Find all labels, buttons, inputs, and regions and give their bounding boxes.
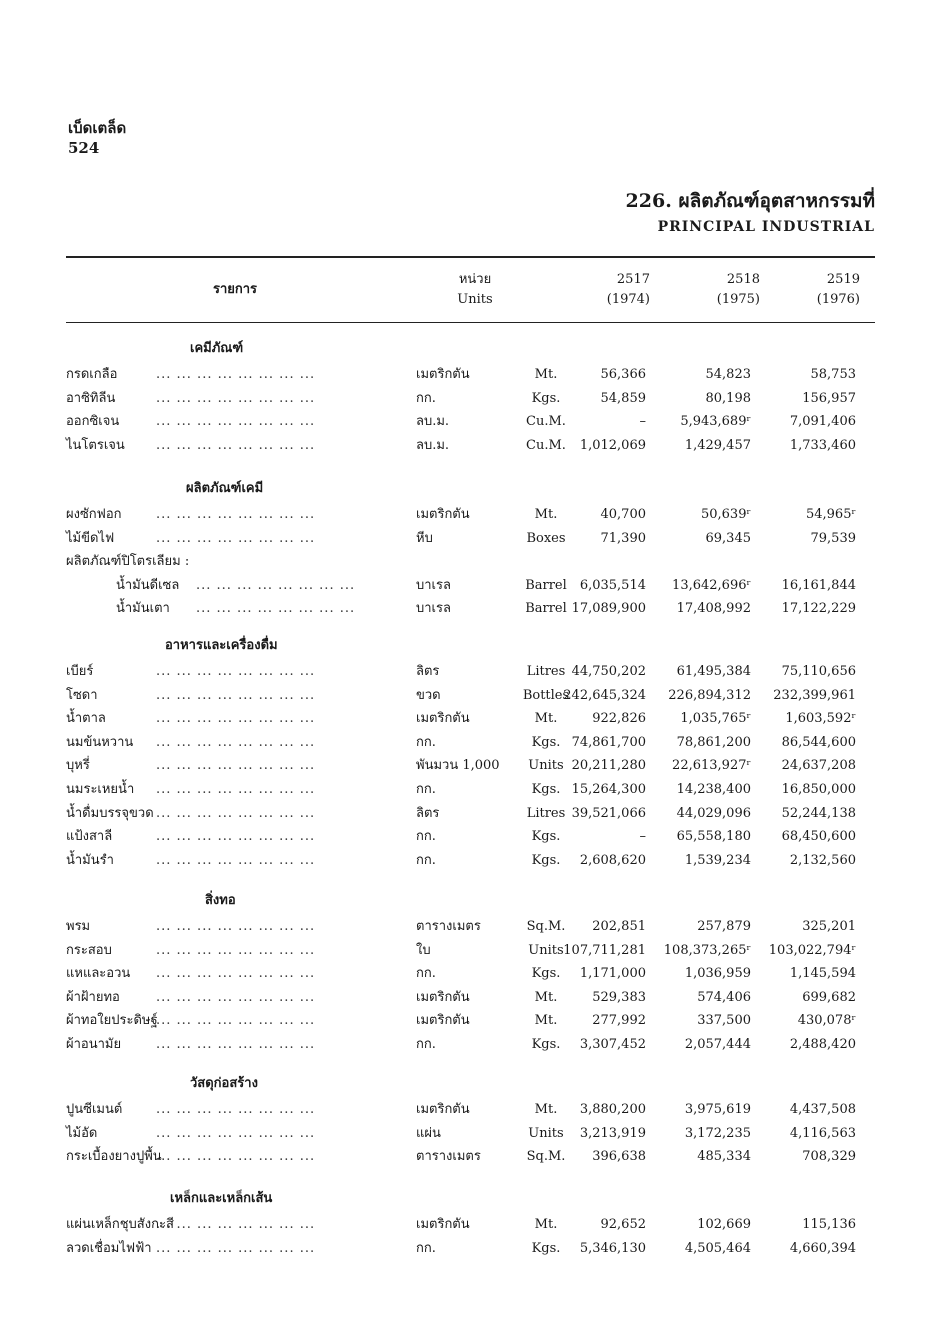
row-leader-dots: ... ... ... ... ... ... ... ... xyxy=(156,1102,316,1117)
table-top-rule xyxy=(66,256,875,258)
table-row xyxy=(66,528,875,550)
row-leader-dots: ... ... ... ... ... ... ... ... xyxy=(156,1240,316,1256)
table-title-thai xyxy=(626,188,875,214)
row-value-2: 50,639ʳ xyxy=(700,507,751,522)
section-title: ผลิตภัณฑ์เคมี xyxy=(186,481,264,496)
row-value-1: 3,307,452 xyxy=(579,1037,646,1052)
row-value-2: 3,975,619 xyxy=(684,1102,751,1117)
table-row xyxy=(66,504,875,526)
row-unit-thai: กก. xyxy=(416,734,436,750)
row-leader-dots: ... ... ... ... ... ... ... ... xyxy=(156,919,316,934)
column-header-unit xyxy=(420,270,530,310)
row-leader-dots: ... ... ... ... ... ... ... ... xyxy=(156,829,316,845)
row-leader-dots: ... ... ... ... ... ... ... ... xyxy=(156,966,316,982)
section-title: อาหารและเครื่องดื่ม xyxy=(165,638,278,653)
row-value-2: 226,894,312 xyxy=(668,687,751,703)
table-row xyxy=(66,661,875,683)
row-unit-english: Bottles xyxy=(522,687,570,703)
row-value-3: 16,850,000 xyxy=(781,782,856,797)
row-value-1: 277,992 xyxy=(592,1013,646,1029)
row-value-3: 24,637,208 xyxy=(781,758,856,774)
row-leader-dots: ... ... ... ... ... ... ... ... xyxy=(156,734,316,750)
row-item-name: ผ้าทอใยประดิษฐ์ xyxy=(66,1013,158,1029)
table-row xyxy=(66,708,875,730)
row-value-2: 17,408,992 xyxy=(676,601,751,617)
row-unit-english: Kgs. xyxy=(531,734,561,750)
row-value-3: 1,145,594 xyxy=(789,966,856,982)
row-value-3: 2,132,560 xyxy=(789,852,856,868)
table-row xyxy=(66,987,875,1009)
row-value-1: 71,390 xyxy=(600,530,646,546)
section-title: สิ่งทอ xyxy=(205,893,236,908)
row-value-2: 108,373,265ʳ xyxy=(663,942,751,958)
row-value-2: 102,669 xyxy=(697,1217,751,1232)
row-value-3: 430,078ʳ xyxy=(797,1013,856,1029)
row-value-2: 257,879 xyxy=(697,919,751,934)
row-value-3: 1,603,592ʳ xyxy=(785,711,856,727)
row-value-2: 485,334 xyxy=(697,1149,751,1165)
row-leader-dots: ... ... ... ... ... ... ... ... xyxy=(156,1037,316,1052)
row-value-2: 80,198 xyxy=(705,390,751,406)
table-row xyxy=(66,779,875,801)
row-unit-english: Mt. xyxy=(534,507,558,522)
row-unit-thai: ใบ xyxy=(416,942,431,958)
row-unit-thai: หีบ xyxy=(416,530,433,546)
table-row xyxy=(66,826,875,848)
row-value-1: 20,211,280 xyxy=(571,758,646,774)
row-value-3: 325,201 xyxy=(802,919,856,934)
row-unit-english: Kgs. xyxy=(531,829,561,845)
table-row xyxy=(66,755,875,777)
row-value-1: 56,366 xyxy=(600,367,646,382)
row-unit-english: Kgs. xyxy=(531,390,561,406)
row-value-1: 54,859 xyxy=(600,390,646,406)
row-item-name: บุหรี่ xyxy=(66,758,90,774)
row-item-name: แผ่นเหล็กชุบสังกะสี xyxy=(66,1217,174,1232)
column-header-year-2 xyxy=(670,270,760,310)
section-title: เคมีภัณฑ์ xyxy=(190,341,244,356)
row-leader-dots: ... ... ... ... ... ... ... ... xyxy=(156,390,316,406)
table-title-thai-text: ผลิตภัณฑ์อุตสาหกรรมที่ xyxy=(678,190,875,212)
row-unit-thai: กก. xyxy=(416,1037,436,1052)
table-row xyxy=(66,411,875,433)
table-row xyxy=(66,940,875,962)
row-unit-thai: ตารางเมตร xyxy=(416,1149,481,1165)
row-value-2: 2,057,444 xyxy=(684,1037,751,1052)
row-unit-thai: กก. xyxy=(416,829,436,845)
row-value-2: 44,029,096 xyxy=(676,805,751,821)
row-unit-english: Kgs. xyxy=(531,782,561,797)
row-value-1: – xyxy=(639,829,646,845)
row-leader-dots: ... ... ... ... ... ... ... ... xyxy=(156,414,316,430)
row-leader-dots: ... ... ... ... ... ... ... ... xyxy=(156,437,316,453)
row-unit-english: Mt. xyxy=(534,989,558,1005)
row-value-1: 922,826 xyxy=(592,711,646,727)
row-value-1: 2,608,620 xyxy=(579,852,646,868)
row-value-2: 1,036,959 xyxy=(684,966,751,982)
row-value-2: 14,238,400 xyxy=(676,782,751,797)
row-value-3: 86,544,600 xyxy=(781,734,856,750)
row-value-1: 3,880,200 xyxy=(579,1102,646,1117)
row-value-2: 3,172,235 xyxy=(684,1125,751,1141)
row-value-1: 242,645,324 xyxy=(563,687,646,703)
row-item-name: กระสอบ xyxy=(66,942,112,958)
row-leader-dots: ... ... ... ... ... ... ... ... xyxy=(156,1149,316,1165)
table-row xyxy=(66,803,875,825)
row-unit-english: Kgs. xyxy=(531,966,561,982)
row-unit-english: Units xyxy=(528,758,564,774)
row-value-2: 337,500 xyxy=(697,1013,751,1029)
row-unit-english: Litres xyxy=(526,664,566,679)
page-number: 524 xyxy=(68,139,100,157)
row-unit-english: Kgs. xyxy=(531,1037,561,1052)
row-value-2: 1,035,765ʳ xyxy=(680,711,751,727)
row-unit-english: Cu.M. xyxy=(526,414,566,430)
row-unit-thai: ลบ.ม. xyxy=(416,414,450,430)
row-leader-dots: ... ... ... ... ... ... ... ... xyxy=(156,1013,316,1029)
row-value-1: 3,213,919 xyxy=(579,1125,646,1141)
row-value-2: 54,823 xyxy=(705,367,751,382)
year-2-english: (1975) xyxy=(716,292,760,307)
row-item-name: นมข้นหวาน xyxy=(66,734,134,750)
row-value-1: 396,638 xyxy=(592,1149,646,1165)
row-value-1: 40,700 xyxy=(600,507,646,522)
row-value-1: 74,861,700 xyxy=(571,734,646,750)
table-row xyxy=(66,963,875,985)
row-value-3: 708,329 xyxy=(802,1149,856,1165)
table-number: 226. xyxy=(625,190,672,212)
row-value-3: 2,488,420 xyxy=(789,1037,856,1052)
table-row xyxy=(66,850,875,872)
row-item-name: น้ำตาล xyxy=(66,711,106,727)
section-title: วัสดุก่อสร้าง xyxy=(190,1076,258,1091)
row-unit-thai: เมตริกตัน xyxy=(416,1102,470,1117)
row-unit-thai: ลบ.ม. xyxy=(416,437,450,453)
row-item-name: ผลิตภัณฑ์ปิโตรเลียม : xyxy=(66,554,190,570)
table-row xyxy=(66,435,875,457)
row-value-1: 529,383 xyxy=(592,989,646,1005)
table-row xyxy=(66,1146,875,1168)
row-unit-english: Units xyxy=(528,1125,564,1141)
row-item-name: ผงซักฟอก xyxy=(66,507,122,522)
row-leader-dots: ... ... ... ... ... ... ... ... xyxy=(196,601,356,617)
year-3-english: (1976) xyxy=(816,292,860,307)
row-leader-dots: ... ... ... ... ... ... ... ... xyxy=(156,530,316,546)
row-unit-english: Barrel xyxy=(525,577,567,593)
row-value-1: 6,035,514 xyxy=(579,577,646,593)
row-value-3: 7,091,406 xyxy=(789,414,856,430)
row-value-3: 4,116,563 xyxy=(789,1125,856,1141)
row-unit-thai: พันมวน 1,000 xyxy=(416,758,500,774)
row-unit-thai: เมตริกตัน xyxy=(416,507,470,522)
row-unit-english: Mt. xyxy=(534,1217,558,1232)
row-value-2: 4,505,464 xyxy=(684,1240,751,1256)
row-item-name: ผ้าฝ้ายทอ xyxy=(66,989,120,1005)
header-bottom-rule xyxy=(66,322,875,323)
row-unit-thai: เมตริกตัน xyxy=(416,367,470,382)
year-2-thai: 2518 xyxy=(726,272,760,287)
row-value-3: 79,539 xyxy=(810,530,856,546)
row-value-2: 1,539,234 xyxy=(684,852,751,868)
row-value-1: 39,521,066 xyxy=(571,805,646,821)
row-item-name: แหและอวน xyxy=(66,966,131,982)
row-value-2: 22,613,927ʳ xyxy=(672,758,751,774)
row-unit-thai: กก. xyxy=(416,852,436,868)
row-value-2: 1,429,457 xyxy=(684,437,751,453)
row-leader-dots: ... ... ... ... ... ... ... ... xyxy=(156,1125,316,1141)
section-title: เหล็กและเหล็กเส้น xyxy=(170,1191,273,1206)
row-item-name: พรม xyxy=(66,919,91,934)
row-unit-english: Mt. xyxy=(534,1102,558,1117)
table-row xyxy=(66,364,875,386)
row-unit-english: Kgs. xyxy=(531,852,561,868)
row-value-3: 58,753 xyxy=(810,367,856,382)
row-item-name: ลวดเชื่อมไฟฟ้า xyxy=(66,1240,152,1256)
table-row xyxy=(66,1214,875,1236)
table-row xyxy=(66,388,875,410)
table-row xyxy=(66,551,875,573)
table-row xyxy=(66,1010,875,1032)
row-item-name: เบียร์ xyxy=(66,664,94,679)
row-item-name: นมระเหยน้ำ xyxy=(66,782,135,797)
column-header-unit-thai: หน่วย xyxy=(458,272,492,287)
row-unit-thai: เมตริกตัน xyxy=(416,711,470,727)
year-1-english: (1974) xyxy=(606,292,650,307)
row-item-name: โซดา xyxy=(66,687,98,703)
row-value-3: 115,136 xyxy=(802,1217,856,1232)
row-unit-english: Mt. xyxy=(534,367,558,382)
row-item-name: กระเบื้องยางปูพื้น xyxy=(66,1149,162,1165)
row-item-name: แป้งสาลี xyxy=(66,829,113,845)
row-unit-english: Litres xyxy=(526,805,566,821)
row-unit-thai: เมตริกตัน xyxy=(416,1013,470,1029)
row-item-name: ไนโตรเจน xyxy=(66,437,125,453)
row-unit-thai: เมตริกตัน xyxy=(416,989,470,1005)
row-value-2: 61,495,384 xyxy=(676,664,751,679)
row-unit-english: Sq.M. xyxy=(526,1149,566,1165)
row-leader-dots: ... ... ... ... ... ... ... ... xyxy=(156,758,316,774)
page-header xyxy=(68,118,126,158)
row-unit-thai: กก. xyxy=(416,782,436,797)
row-leader-dots: ... ... ... ... ... ... ... ... xyxy=(156,507,316,522)
row-item-name: น้ำมันเตา xyxy=(116,601,170,617)
row-item-name: ไม้ขีดไฟ xyxy=(66,530,115,546)
row-value-3: 17,122,229 xyxy=(781,601,856,617)
row-value-3: 156,957 xyxy=(802,390,856,406)
row-item-name: ไม้อัด xyxy=(66,1125,98,1141)
row-leader-dots: ... ... ... ... ... ... ... ... xyxy=(156,805,316,821)
row-item-name: กรดเกลือ xyxy=(66,367,118,382)
row-leader-dots: ... ... ... ... ... ... ... ... xyxy=(156,664,316,679)
table-row xyxy=(66,1123,875,1145)
row-value-3: 52,244,138 xyxy=(781,805,856,821)
row-unit-thai: กก. xyxy=(416,390,436,406)
row-value-2: 69,345 xyxy=(705,530,751,546)
year-3-thai: 2519 xyxy=(826,272,860,287)
row-value-1: 202,851 xyxy=(592,919,646,934)
column-header-year-1 xyxy=(560,270,650,310)
row-value-2: 13,642,696ʳ xyxy=(672,577,751,593)
row-unit-english: Kgs. xyxy=(531,1240,561,1256)
table-title-english: PRINCIPAL INDUSTRIAL xyxy=(657,219,875,235)
row-value-1: 17,089,900 xyxy=(571,601,646,617)
row-value-3: 68,450,600 xyxy=(781,829,856,845)
column-header-unit-english: Units xyxy=(457,292,493,307)
row-value-2: 65,558,180 xyxy=(676,829,751,845)
row-unit-thai: เมตริกตัน xyxy=(416,1217,470,1232)
table-row xyxy=(66,732,875,754)
row-unit-english: Mt. xyxy=(534,1013,558,1029)
row-value-2: 78,861,200 xyxy=(676,734,751,750)
row-value-1: 107,711,281 xyxy=(563,942,646,958)
row-item-name: ออกซิเจน xyxy=(66,414,120,430)
row-unit-english: Boxes xyxy=(526,530,566,546)
row-item-name: น้ำมันดีเซล xyxy=(116,577,180,593)
row-value-3: 4,437,508 xyxy=(789,1102,856,1117)
table-row xyxy=(66,916,875,938)
row-item-name: น้ำมันรำ xyxy=(66,852,114,868)
row-unit-thai: กก. xyxy=(416,1240,436,1256)
row-unit-english: Sq.M. xyxy=(526,919,566,934)
row-value-1: 15,264,300 xyxy=(571,782,646,797)
table-row xyxy=(66,1099,875,1121)
column-header-item: รายการ xyxy=(212,282,258,297)
row-leader-dots: ... ... ... ... ... ... ... ... xyxy=(156,367,316,382)
row-value-3: 54,965ʳ xyxy=(805,507,856,522)
header-thai-label: เบ็ดเตล็ด xyxy=(68,119,127,137)
row-leader-dots: ... ... ... ... ... ... ... ... xyxy=(156,711,316,727)
row-unit-thai: บาเรล xyxy=(416,601,451,617)
table-row xyxy=(66,575,875,597)
row-unit-thai: ลิตร xyxy=(416,664,440,679)
table-row xyxy=(66,685,875,707)
row-value-3: 1,733,460 xyxy=(789,437,856,453)
row-leader-dots: ... ... ... ... ... ... ... ... xyxy=(196,577,356,593)
row-unit-english: Units xyxy=(528,942,564,958)
row-unit-thai: ลิตร xyxy=(416,805,440,821)
table-title xyxy=(626,188,875,238)
row-item-name: ผ้าอนามัย xyxy=(66,1037,122,1052)
row-item-name: ปูนซีเมนต์ xyxy=(66,1102,123,1117)
column-header-year-3 xyxy=(770,270,860,310)
row-value-1: 1,012,069 xyxy=(579,437,646,453)
row-leader-dots: ... ... ... ... ... ... ... ... xyxy=(156,989,316,1005)
row-value-2: 574,406 xyxy=(697,989,751,1005)
table-row xyxy=(66,1238,875,1260)
row-value-3: 4,660,394 xyxy=(789,1240,856,1256)
year-1-thai: 2517 xyxy=(616,272,650,287)
row-unit-thai: กก. xyxy=(416,966,436,982)
table-row xyxy=(66,598,875,620)
row-value-3: 75,110,656 xyxy=(781,664,856,679)
row-unit-thai: บาเรล xyxy=(416,577,451,593)
row-value-3: 103,022,794ʳ xyxy=(768,942,856,958)
row-leader-dots: ... ... ... ... ... ... ... ... xyxy=(156,1217,316,1232)
row-item-name: น้ำดื่มบรรจุขวด xyxy=(66,805,154,821)
row-value-1: 5,346,130 xyxy=(579,1240,646,1256)
row-unit-english: Barrel xyxy=(525,601,567,617)
table-row xyxy=(66,1034,875,1056)
row-value-1: 1,171,000 xyxy=(579,966,646,982)
row-leader-dots: ... ... ... ... ... ... ... ... xyxy=(156,687,316,703)
row-unit-english: Mt. xyxy=(534,711,558,727)
row-item-name: อาซิทิลีน xyxy=(66,390,116,406)
row-value-3: 699,682 xyxy=(802,989,856,1005)
row-value-2: 5,943,689ʳ xyxy=(680,414,751,430)
row-value-3: 232,399,961 xyxy=(773,687,856,703)
row-unit-thai: ตารางเมตร xyxy=(416,919,481,934)
row-value-1: – xyxy=(639,414,646,430)
row-leader-dots: ... ... ... ... ... ... ... ... xyxy=(156,782,316,797)
row-unit-thai: แผ่น xyxy=(416,1125,441,1141)
row-value-1: 92,652 xyxy=(600,1217,646,1232)
row-leader-dots: ... ... ... ... ... ... ... ... xyxy=(156,942,316,958)
row-value-1: 44,750,202 xyxy=(571,664,646,679)
row-value-3: 16,161,844 xyxy=(781,577,856,593)
row-unit-thai: ขวด xyxy=(416,687,441,703)
row-leader-dots: ... ... ... ... ... ... ... ... xyxy=(156,852,316,868)
row-unit-english: Cu.M. xyxy=(526,437,566,453)
